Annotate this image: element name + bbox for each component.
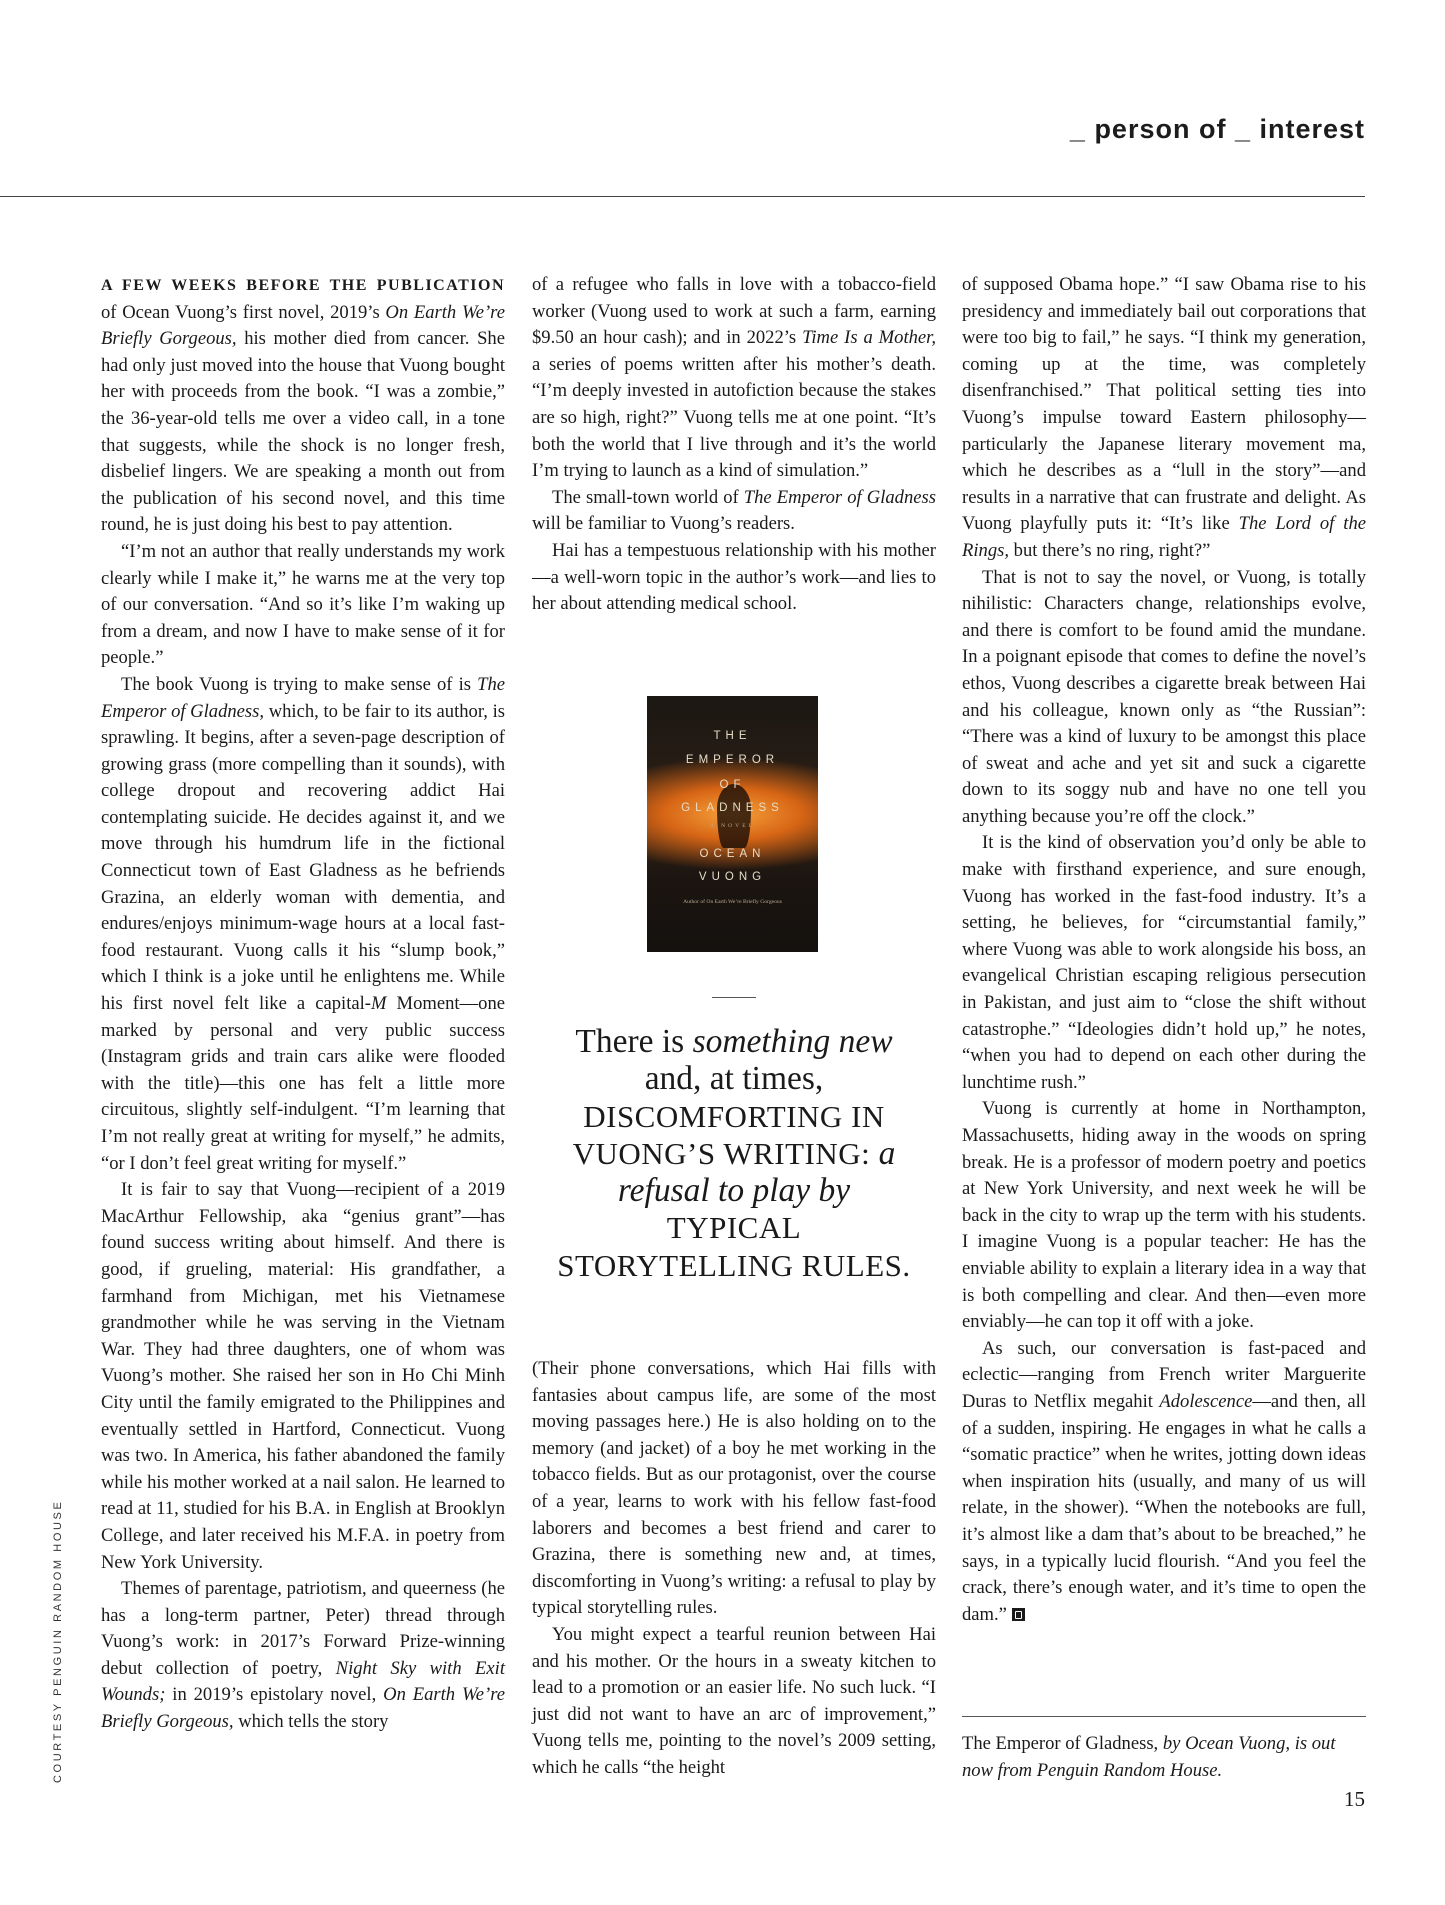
pull-quote-segment: and, at times,: [644, 1060, 824, 1098]
article-paragraph: [101, 672, 505, 1177]
article-paragraph: [101, 1177, 505, 1576]
body-text: his mother died from cancer. She had only just moved into the house that Vuong bought her with proceeds from the book. “I was a zombie,” the 36-year-old tells me over a video call, in a tone that suggests, while the shock is no longer fresh, disbelief lingers. We are speaking a month out from the publication of his second novel, and this time round, he is just doing his best to pay attention.: [101, 328, 505, 536]
body-text: a series of poems written after his mother’s death. “I’m deeply invested in autofiction because the stakes are so high, right?” Vuong tells me at one point. “It’s both the world that I live through and it’s the world I’m trying to launch as a kind of simulation.”: [532, 353, 936, 482]
article-paragraph: [101, 272, 505, 539]
cover-author-first: OCEAN: [699, 848, 766, 860]
article-paragraph: [962, 1336, 1366, 1629]
cover-tagline: Author of On Earth We’re Briefly Gorgeous: [683, 899, 782, 905]
pull-quote: [548, 1023, 920, 1284]
lead-in: A FEW WEEKS BEFORE THE PUBLICATION: [101, 277, 505, 294]
body-text: That is not to say the novel, or Vuong, is totally nihilistic: Characters change, relationships evolve, and there is comfort to be found amid the mundane. In a poignant episode that comes to define the novel’s ethos, Vuong describes a cigarette break between Hai and his colleague, known only as “the Russian”: “There was a kind of luxury to be amongst this place of sweat and ache and yet sit and suck a cigarette down to its soggy nub and have no one tell you anything because you’re off the clock.”: [962, 566, 1366, 827]
article-column-3: [962, 272, 1366, 1628]
body-text: in 2019’s epistolary novel,: [165, 1684, 384, 1706]
italic-text: On Earth We’re Briefly Gorgeous,: [101, 1684, 505, 1733]
body-text: As such, our conversation is fast-paced and eclectic—ranging from French writer Marguerite Duras to Netflix megahit: [962, 1337, 1366, 1412]
italic-text: The Lord of the Rings,: [962, 513, 1366, 561]
article-paragraph: [962, 830, 1366, 1096]
article-paragraph: [532, 485, 936, 538]
body-text: Themes of parentage, patriotism, and queerness (he has a long-term partner, Peter) thread through Vuong’s work: in 2017’s Forward Prize-winning debut collection of poetry,: [101, 1578, 505, 1679]
caption-rule: [962, 1716, 1366, 1717]
body-text: of a refugee who falls in love with a tobacco-field worker (Vuong used to work at such a farm, earning $9.50 an hour cash); and in 2022’s: [532, 274, 936, 349]
body-text: You might expect a tearful reunion between Hai and his mother. Or the hours in a sweaty kitchen to lead to a promotion or an easier life. No such luck. “I just did not want to have an arc of improvement,” Vuong tells me, pointing to the novel’s 2009 setting, which he calls “the height: [532, 1623, 936, 1778]
italic-text: Time Is a Mother,: [802, 327, 936, 349]
caption-details: by Ocean Vuong, is out now from Penguin Random House.: [962, 1733, 1336, 1781]
article-paragraph: [962, 272, 1366, 565]
article-paragraph: [101, 1576, 505, 1736]
pull-quote-segment: There is: [575, 1023, 693, 1060]
body-text: It is the kind of observation you’d only be able to make with firsthand experience, and sure enough, Vuong has worked in the fast-food industry. It’s a setting, he believes, for “circumstantial family,” where Vuong was able to work alongside his boss, an evangelical Christian escaping religious persecution in Pakistan, and just aim to “close the shift without catastrophe.” “Ideologies didn’t hold up,” he notes, “when you had to depend on each other during the lunchtime rush.”: [962, 832, 1366, 1093]
pull-quote-segment: something new: [692, 1023, 893, 1060]
pull-quote-segment: a refusal to play by: [617, 1134, 896, 1210]
italic-text: On Earth We’re Briefly Gorgeous,: [101, 301, 505, 350]
cover-silhouette: [717, 784, 751, 848]
body-text: —and then, all of a sudden, inspiring. He engages in what he calls a “somatic practice” when he writes, jotting down ideas when inspiration hits (usually, and many of us will relate, in the shower). “When the notebooks are full, it’s almost like a dam that’s about to be breached,” he says, in a typically lucid flourish. “And you feel the crack, there’s enough water, and it’s time to open the dam.”: [962, 1390, 1366, 1625]
section-label: _ person of _ interest: [1069, 114, 1365, 144]
book-caption: [962, 1731, 1366, 1784]
article-column-2-bottom: [532, 1356, 936, 1782]
article-paragraph: [532, 272, 936, 485]
book-cover: [647, 696, 818, 952]
pull-quote-segment: DISCOMFORTING IN VUONG’S WRITING:: [572, 1098, 885, 1171]
body-text: but there’s no ring, right?”: [1009, 539, 1211, 561]
body-text: which tells the story: [233, 1711, 389, 1733]
italic-text: Adolescence: [1159, 1390, 1253, 1412]
body-text: It is fair to say that Vuong—recipient of a 2019 MacArthur Fellowship, aka “genius grant”—has found success writing about himself. And there is good, if grueling, material: His grandfather, a farmhand from Michigan, met his Vietnamese grandmother while he was serving in the Vietnam War. They had three daughters, one of whom was Vuong’s mother. She raised her son in Ho Chi Minh City until the family emigrated to the Philippines and eventually settled in Hartford, Connecticut. Vuong was two. In America, his father abandoned the family while his mother worked at a nail salon. He learned to read at 11, studied for his B.A. in English at Brooklyn College, and later received his M.F.A. in poetry from New York University.: [101, 1179, 505, 1573]
body-text: (Their phone conversations, which Hai fills with fantasies about campus life, are some of the most moving passages here.) He is also holding on to the memory (and jacket) of a boy he met working in the tobacco fields. But as our protagonist, over the course of a year, learns to work with his fellow fast-food laborers and becomes a best friend and carer to Grazina, there is something new and, at times, discomforting in Vuong’s writing: a refusal to play by typical storytelling rules.: [532, 1358, 936, 1619]
body-text: Hai has a tempestuous relationship with his mother—a well-worn topic in the author’s work—and lies to her about attending medical school.: [532, 539, 936, 615]
photo-credit: COURTESY PENGUIN RANDOM HOUSE: [52, 1499, 64, 1783]
body-text: of Ocean Vuong’s first novel, 2019’s: [101, 301, 386, 323]
pull-quote-segment: TYPICAL STORYTELLING RULES.: [557, 1210, 911, 1283]
italic-text: M: [370, 993, 387, 1015]
article-paragraph: [101, 539, 505, 672]
italic-text: Night Sky with Exit Wounds;: [101, 1657, 505, 1706]
article-paragraph: [962, 565, 1366, 831]
body-text: Vuong is currently at home in Northampton, Massachusetts, hiding away in the woods on spring break. He is a professor of modern poetry and poetics at New York University, and next week he will be back in the city to wrap up the term with his students. I imagine Vuong is a popular teacher: He has the enviable ability to explain a literary idea in a way that is both compelling and clear. And then—even more enviably—he can top it off with a joke.: [962, 1098, 1366, 1333]
cover-title-the: THE: [713, 730, 752, 742]
page-number: 15: [1344, 1787, 1365, 1811]
body-text: of supposed Obama hope.” “I saw Obama rise to his presidency and immediately bail out corporations that were too big to fail,” he says. “I think my generation, coming up at the time, was completely disenfranchised.” That political setting ties into Vuong’s impulse toward Eastern philosophy—particularly the Japanese literary movement ma, which he describes as a “lull in the story”—and results in a narrative that can frustrate and delight. As Vuong playfully puts it: “It’s like: [962, 274, 1366, 535]
body-text: Moment—one marked by personal and very public success (Instagram grids and train cars alike were flooded with the title)—this one has felt a little more circuitous, slightly self-indulgent. “I’m learning that I’m not really great at writing for myself,” he admits, “or I don’t feel great writing for myself.”: [101, 993, 505, 1174]
cover-author-last: VUONG: [698, 871, 767, 883]
article-column-1: [101, 272, 505, 1736]
article-paragraph: [962, 1096, 1366, 1335]
pull-quote-segment: [870, 1135, 878, 1172]
cover-subtitle: A NOVEL: [709, 823, 756, 829]
pull-quote-rule: [712, 997, 756, 998]
body-text: which, to be fair to its author, is sprawling. It begins, after a seven-page description of growing grass (more compelling than it sounds), with college dropout and recovering addict Hai contemplating suicide. He decides against it, and we move through his humdrum life in the fictional Connecticut town of East Gladness as he befriends Grazina, an elderly woman with dementia, and endures/enjoys minimum-wage hours at a local fast-food restaurant. Vuong calls it his “slump book,” which I think is a joke until he enlightens me. While his first novel felt like a capital-: [101, 700, 506, 1015]
body-text: will be familiar to Vuong’s readers.: [532, 513, 795, 535]
body-text: “I’m not an author that really understands my work clearly while I make it,” he warns me at the very top of our conversation. “And so it’s like I’m waking up from a dream, and now I have to make sense of it for people.”: [101, 540, 505, 669]
article-column-2-top: [532, 272, 936, 618]
body-text: The small-town world of: [552, 486, 744, 508]
cover-title-of: OF: [719, 779, 746, 791]
header-rule: [0, 196, 1365, 197]
cover-title-emperor: EMPEROR: [685, 754, 780, 766]
end-mark-icon: [1012, 1608, 1025, 1621]
italic-text: The Emperor of Gladness: [743, 486, 936, 508]
caption-book-title: The Emperor of Gladness,: [962, 1733, 1159, 1754]
article-paragraph: [532, 1622, 936, 1782]
italic-text: The Emperor of Gladness,: [101, 673, 505, 722]
cover-title-gladness: GLADNESS: [681, 802, 784, 814]
body-text: The book Vuong is trying to make sense of is: [121, 673, 478, 695]
article-paragraph: [532, 538, 936, 618]
article-paragraph: [532, 1356, 936, 1622]
